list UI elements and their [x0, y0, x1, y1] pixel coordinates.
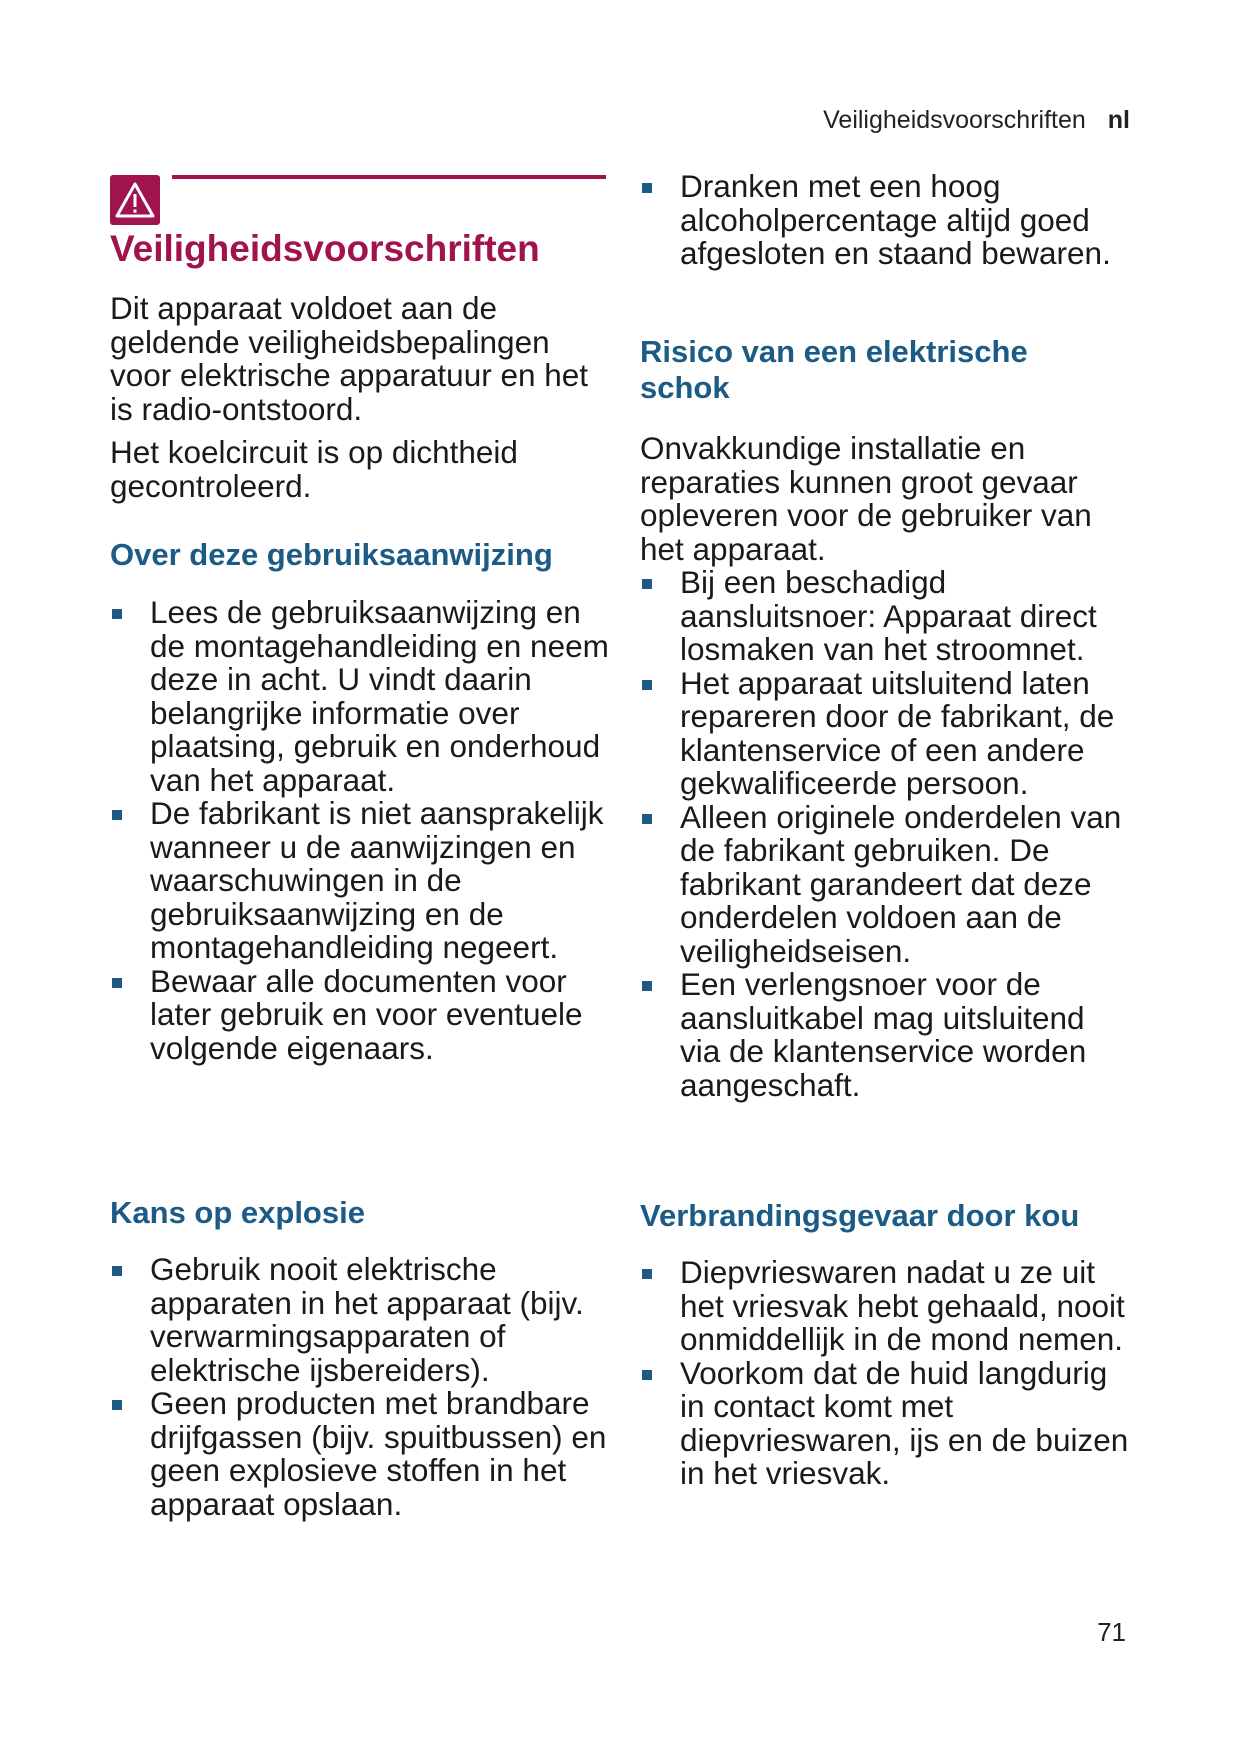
- list-item: Diepvrieswaren nadat u ze uit het vriesvak hebt gehaald, nooit onmiddellijk in de mond nemen.: [640, 1256, 1130, 1357]
- heading-shock: Risico van een elektrische schok: [640, 334, 1028, 405]
- heading-explosion: Kans op explosie: [110, 1195, 365, 1230]
- page-title: Veiligheidsvoorschriften: [110, 228, 540, 269]
- list-item: Het apparaat uitsluitend laten repareren door de fabrikant, de klantenservice of een andere gekwalificeerde persoon.: [640, 667, 1130, 801]
- list-item: Geen producten met brandbare drijfgassen (bijv. spuitbussen) en geen explosieve stoffen in het apparaat opslaan.: [110, 1387, 610, 1521]
- bullet-square-icon: [642, 1269, 652, 1279]
- bullet-square-icon: [112, 609, 122, 619]
- list-item: Dranken met een hoog alcoholpercentage altijd goed afgesloten en staand bewaren.: [640, 170, 1120, 271]
- bullet-square-icon: [642, 1370, 652, 1380]
- list-item: Voorkom dat de huid langdurig in contact komt met diepvrieswaren, ijs en de buizen in het vriesvak.: [640, 1357, 1130, 1491]
- bullet-square-icon: [112, 810, 122, 820]
- bullet-square-icon: [112, 978, 122, 988]
- bullet-square-icon: [642, 183, 652, 193]
- bullet-square-icon: [112, 1266, 122, 1276]
- heading-cold: Verbrandingsgevaar door kou: [640, 1198, 1080, 1233]
- language-code: nl: [1107, 106, 1130, 134]
- cold-list: [640, 1256, 1130, 1491]
- list-item: Gebruik nooit elektrische apparaten in het apparaat (bijv. verwarmingsapparaten of elektrische ijsbereiders).: [110, 1253, 610, 1387]
- shock-list: [640, 566, 1130, 1102]
- list-item: Bij een beschadigd aansluitsnoer: Apparaat direct losmaken van het stroomnet.: [640, 566, 1130, 667]
- bullet-square-icon: [642, 579, 652, 589]
- running-header: [823, 106, 1130, 135]
- warning-triangle-icon: [110, 175, 160, 225]
- drinks-list: [640, 170, 1120, 271]
- page-number: 71: [1097, 1617, 1126, 1647]
- intro-paragraph-1: Dit apparaat voldoet aan de geldende veiligheidsbepalingen voor elektrische apparatuur en het is radio-ontstoord.: [110, 290, 589, 427]
- explosion-list: [110, 1253, 610, 1521]
- list-item: Een verlengsnoer voor de aansluitkabel mag uitsluitend via de klantenservice worden aangeschaft.: [640, 968, 1130, 1102]
- list-item: De fabrikant is niet aansprakelijk wanneer u de aanwijzingen en waarschuwingen in de gebruiksaanwijzing en de montagehandleiding negeert.: [110, 797, 610, 965]
- list-item: Lees de gebruiksaanwijzing en de montagehandleiding en neem deze in acht. U vindt daarin belangrijke informatie over plaatsing, gebruik en onderhoud van het apparaat.: [110, 596, 610, 797]
- intro-paragraph-2: Het koelcircuit is op dichtheid gecontroleerd.: [110, 434, 518, 504]
- running-header-section: Veiligheidsvoorschriften: [823, 106, 1086, 134]
- list-item: Bewaar alle documenten voor later gebruik en voor eventuele volgende eigenaars.: [110, 965, 610, 1066]
- heading-manual: Over deze gebruiksaanwijzing: [110, 537, 553, 572]
- title-rule: [172, 175, 606, 179]
- list-item: Alleen originele onderdelen van de fabrikant gebruiken. De fabrikant garandeert dat deze onderdelen voldoen aan de veiligheidseisen.: [640, 801, 1130, 969]
- bullet-square-icon: [642, 981, 652, 991]
- shock-intro: Onvakkundige installatie en reparaties kunnen groot gevaar opleveren voor de gebruiker van het apparaat.: [640, 430, 1092, 567]
- bullet-square-icon: [642, 680, 652, 690]
- bullet-square-icon: [642, 814, 652, 824]
- bullet-square-icon: [112, 1400, 122, 1410]
- manual-list: [110, 596, 610, 1065]
